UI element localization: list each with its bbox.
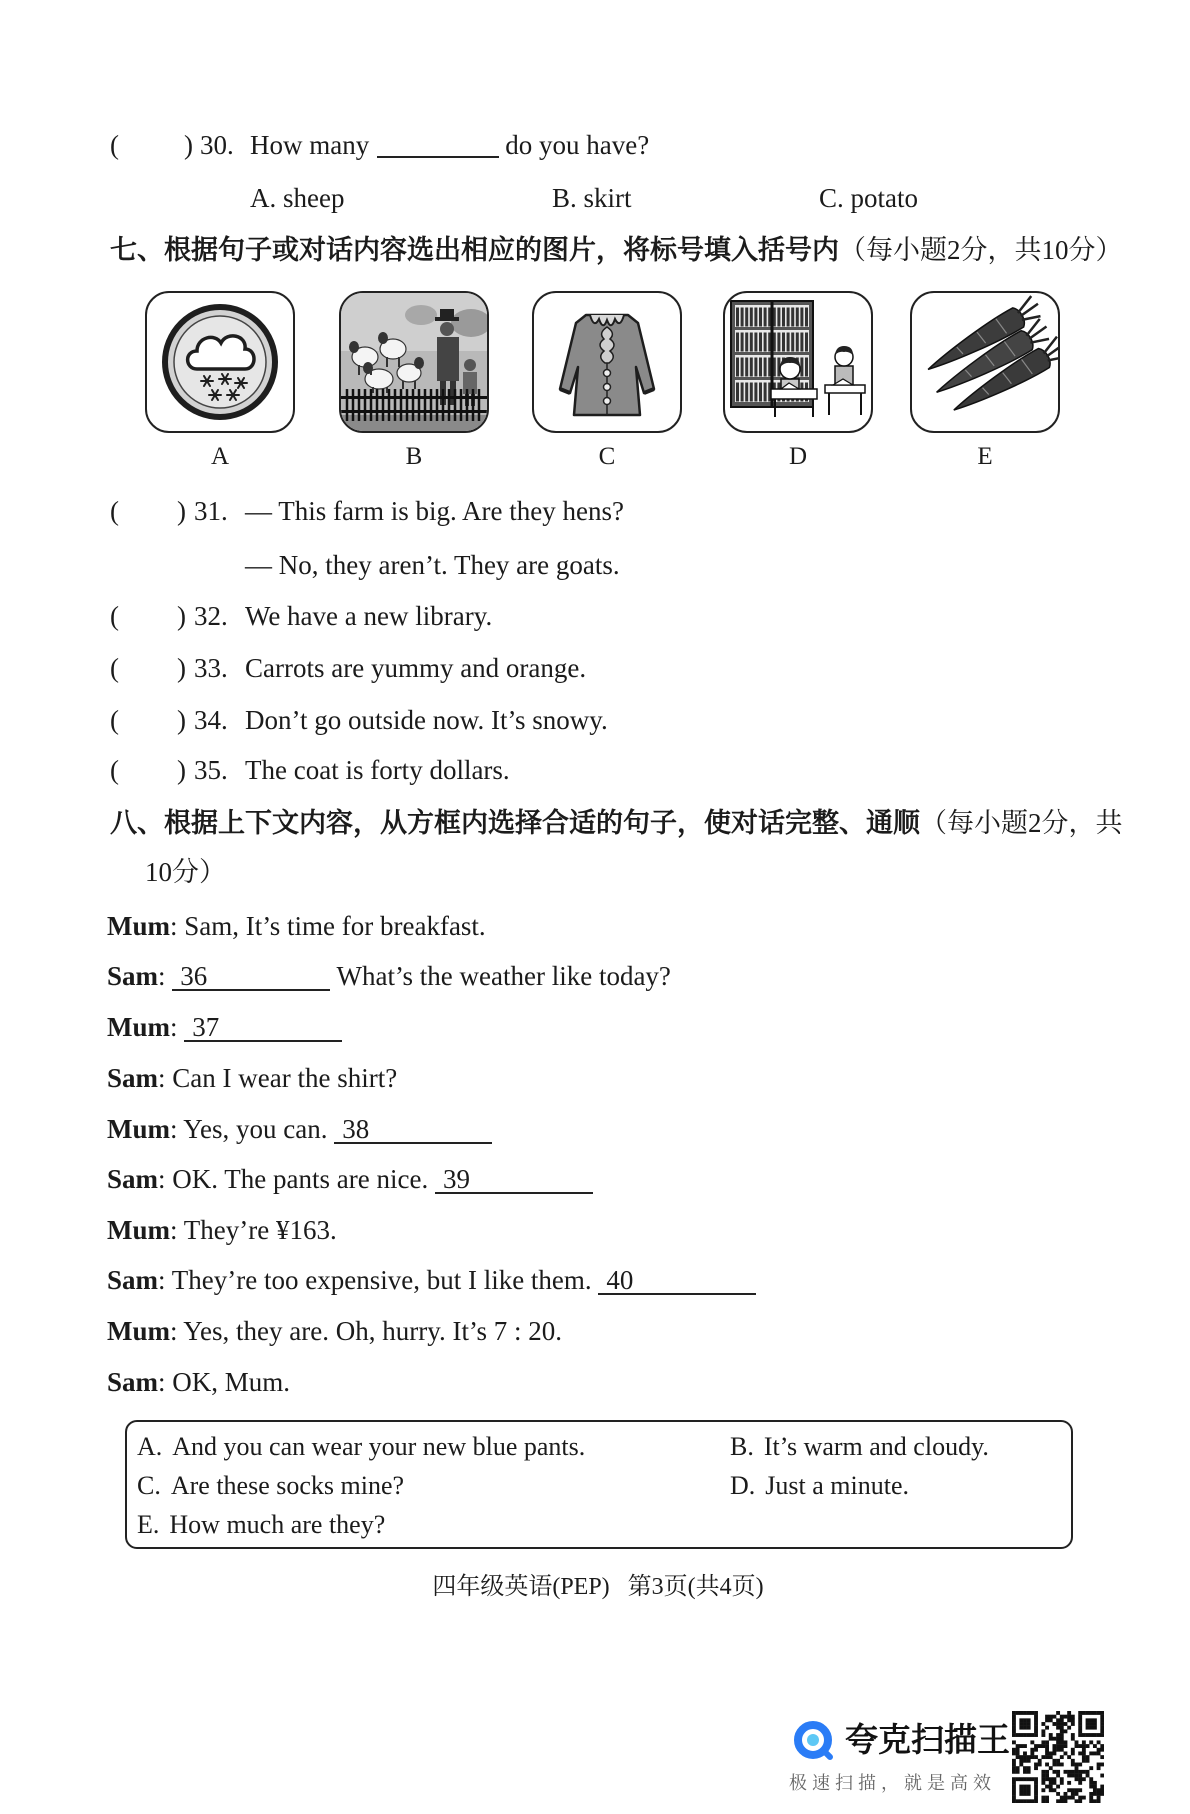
option-text: skirt [583, 183, 632, 213]
question-text-before: How many [250, 130, 370, 160]
picture-label-d: D [788, 443, 808, 470]
section-7-heading [110, 234, 1180, 266]
choice-e [137, 1509, 385, 1541]
separator: : [158, 1265, 166, 1295]
fill-in-blank: 39 [435, 1166, 593, 1194]
dialogue-line [107, 1264, 756, 1296]
question-number: 31. [194, 496, 228, 526]
separator: : [170, 1114, 178, 1144]
speaker: Sam [107, 1164, 159, 1194]
dialogue-text: Sam, It’s time for breakfast. [184, 911, 486, 941]
answer-bracket-open: ( [110, 130, 119, 160]
answer-bracket-open: ( [110, 755, 119, 785]
dialogue-line [107, 1366, 290, 1398]
choice-c [137, 1470, 404, 1502]
answer-bracket-close: ) [177, 755, 186, 785]
speaker: Sam [107, 1265, 159, 1295]
answer-bracket-close: ) [177, 601, 186, 631]
dialogue-line [107, 910, 486, 942]
dialogue-text: They’re too expensive, but I like them. [171, 1265, 592, 1295]
dialogue-line [107, 1113, 492, 1145]
choice-text: It’s warm and cloudy. [763, 1432, 989, 1461]
answer-bracket-open: ( [110, 653, 119, 683]
dialogue-text: OK. The pants are nice. [172, 1164, 429, 1194]
option-b [552, 182, 632, 214]
picture-label-b: B [405, 443, 423, 470]
question-number: 32. [194, 601, 228, 631]
question-number: 30. [200, 130, 234, 160]
dialogue-text: What’s the weather like today? [336, 961, 671, 991]
speaker: Mum [107, 1114, 170, 1144]
section-8-heading-continued [145, 856, 1045, 888]
option-letter: A. [250, 183, 277, 213]
choice-text: How much are they? [169, 1510, 386, 1539]
speaker: Mum [107, 1316, 170, 1346]
page-footer [0, 1572, 1190, 1602]
fill-in-blank: 38 [334, 1116, 492, 1144]
section-8-heading [110, 807, 1180, 839]
watermark-slogan: 极速扫描，就是高效 [789, 1773, 996, 1794]
question-text: The coat is forty dollars. [245, 755, 510, 785]
fill-in-blank: 36 [172, 963, 330, 991]
picture-label-e: E [977, 443, 993, 470]
question-number: 35. [194, 755, 228, 785]
separator: : [158, 1367, 166, 1397]
score-note: 10分） [145, 857, 226, 887]
separator: : [170, 1316, 178, 1346]
footer-page-number: 第3页(共4页) [627, 1574, 764, 1600]
choice-text: Are these socks mine? [170, 1471, 405, 1500]
separator: : [170, 911, 178, 941]
separator: : [170, 1012, 178, 1042]
dialogue-line [107, 1163, 593, 1195]
question-text: We have a new library. [245, 601, 493, 631]
carrots-picture [910, 291, 1060, 433]
question-text: Don’t go outside now. It’s snowy. [245, 705, 608, 735]
choice-letter: B. [730, 1432, 754, 1461]
separator: : [158, 961, 166, 991]
separator: : [158, 1164, 166, 1194]
question-text: Carrots are yummy and orange. [245, 653, 587, 683]
footer-subject: 四年级英语(PEP) [432, 1574, 610, 1600]
choice-text: And you can wear your new blue pants. [172, 1432, 586, 1461]
fill-in-blank: 37 [184, 1014, 342, 1042]
separator: : [170, 1215, 178, 1245]
answer-bracket-close: ) [177, 496, 186, 526]
dialogue-text: OK, Mum. [172, 1367, 291, 1397]
speaker: Mum [107, 1215, 170, 1245]
question-text: — No, they aren’t. They are goats. [245, 550, 620, 580]
fill-in-blank [377, 134, 499, 158]
dialogue-text: Can I wear the shirt? [172, 1063, 398, 1093]
answer-bracket-close: ) [177, 653, 186, 683]
choice-text: Just a minute. [765, 1471, 909, 1500]
dialogue-line [107, 960, 671, 992]
option-text: potato [850, 183, 919, 213]
section-title: 八、根据上下文内容，从方框内选择合适的句子，使对话完整、通顺 [110, 808, 920, 838]
speaker: Mum [107, 1012, 170, 1042]
choice-a [137, 1431, 585, 1463]
answer-bracket-open: ( [110, 705, 119, 735]
question-number: 33. [194, 653, 228, 683]
choice-letter: C. [137, 1471, 161, 1500]
picture-label-c: C [598, 443, 616, 470]
library-picture [723, 291, 873, 433]
question-text [250, 129, 649, 161]
choice-b [730, 1431, 989, 1463]
dialogue-text: Yes, they are. Oh, hurry. It’s 7 : 20. [183, 1316, 562, 1346]
snowy-weather-icon [145, 291, 295, 433]
dialogue-line [107, 1315, 562, 1347]
choice-d [730, 1470, 909, 1502]
option-a [250, 182, 344, 214]
coat-picture [532, 291, 682, 433]
qr-code-icon [1012, 1711, 1104, 1803]
dialogue-text: Yes, you can. [183, 1114, 328, 1144]
fill-in-blank: 40 [598, 1267, 756, 1295]
option-text: sheep [283, 183, 345, 213]
picture-label-a: A [210, 443, 230, 470]
answer-bracket-open: ( [110, 496, 119, 526]
answer-bracket-close: ) [184, 130, 193, 160]
speaker: Sam [107, 1367, 159, 1397]
option-letter: B. [552, 183, 577, 213]
dialogue-line [107, 1062, 397, 1094]
choice-letter: D. [730, 1471, 756, 1500]
speaker: Sam [107, 961, 159, 991]
speaker: Mum [107, 911, 170, 941]
answer-bracket-close: ) [177, 705, 186, 735]
answer-bracket-open: ( [110, 601, 119, 631]
choice-letter: E. [137, 1510, 160, 1539]
speaker: Sam [107, 1063, 159, 1093]
option-c [819, 182, 918, 214]
separator: : [158, 1063, 166, 1093]
score-note: （每小题2分，共10分） [839, 235, 1123, 265]
section-title: 七、根据句子或对话内容选出相应的图片，将标号填入括号内 [110, 235, 839, 265]
option-letter: C. [819, 183, 844, 213]
dialogue-text: They’re ¥163. [183, 1215, 337, 1245]
farm-goats-picture [339, 291, 489, 433]
watermark-brand: 夸克扫描王 [845, 1720, 1010, 1759]
choice-letter: A. [137, 1432, 163, 1461]
score-note: （每小题2分，共 [920, 808, 1123, 838]
dialogue-line [107, 1214, 337, 1246]
question-number: 34. [194, 705, 228, 735]
question-text-after: do you have? [505, 130, 650, 160]
dialogue-line [107, 1011, 342, 1043]
quark-logo-icon [790, 1717, 836, 1763]
question-text: — This farm is big. Are they hens? [245, 496, 624, 526]
